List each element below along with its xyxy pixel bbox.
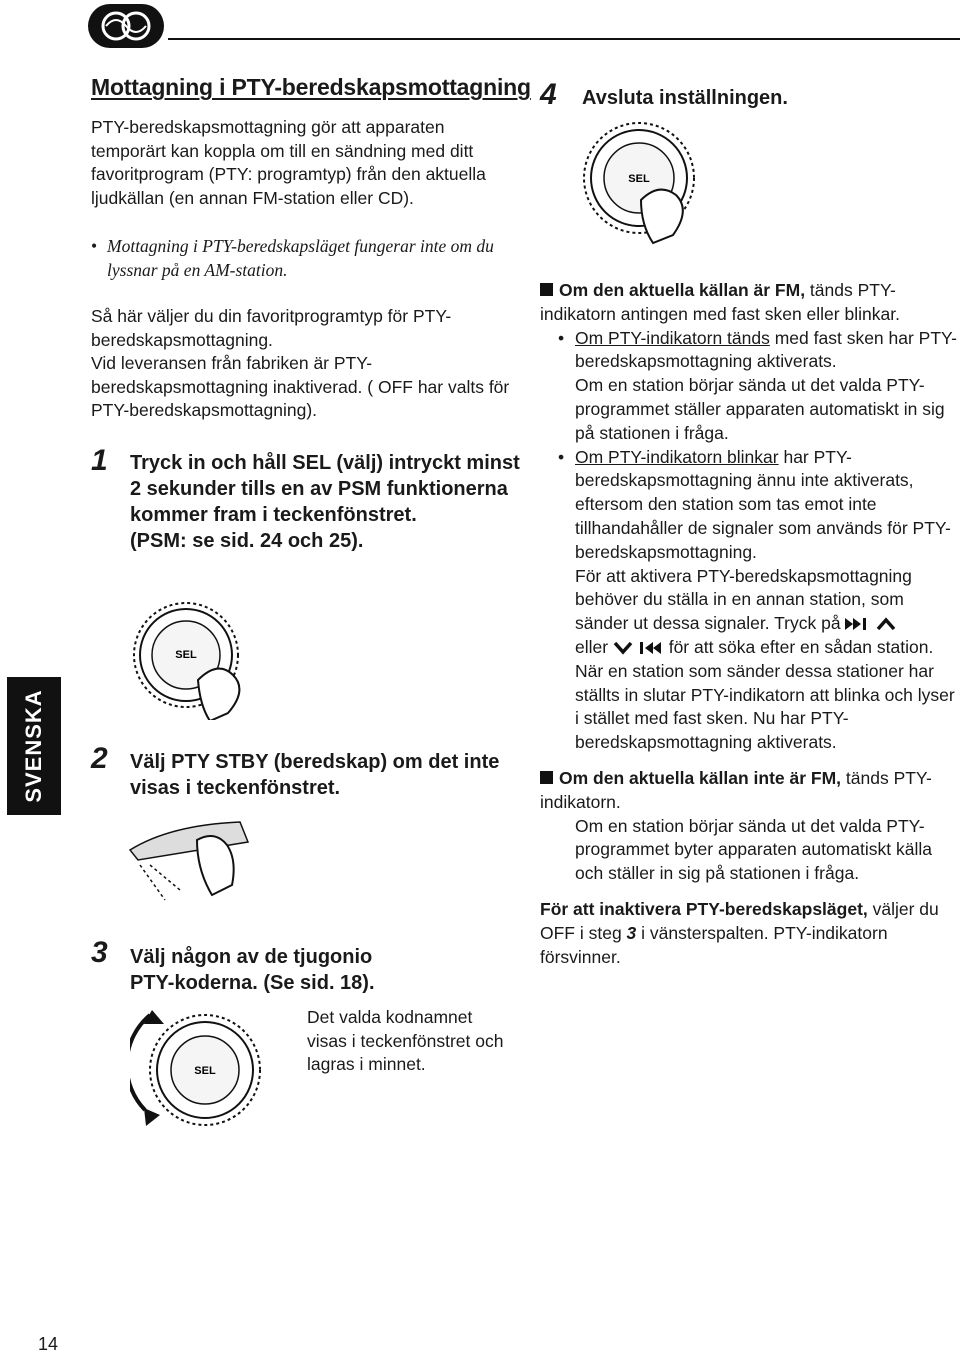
square-bullet-icon — [540, 283, 553, 296]
step-4-number: 4 — [540, 78, 557, 111]
knob-label: SEL — [628, 173, 650, 185]
bullet: • — [558, 446, 565, 467]
steady-rest: med fast sken har PTY-beredskapsmottagning aktiverats. — [575, 327, 957, 372]
header-rule — [168, 38, 960, 40]
square-bullet-icon — [540, 771, 553, 784]
seek-button-illustration — [125, 820, 265, 910]
how-line-1: Så här väljer du din favoritprogramtyp för PTY-beredskapsmottagning. — [91, 306, 452, 350]
previous-track-icon — [638, 641, 664, 655]
chevron-up-icon — [876, 617, 896, 631]
blink-more — [540, 565, 960, 660]
section-title: Mottagning i PTY-beredskapsmottagning — [91, 74, 531, 100]
next-track-icon — [845, 617, 871, 631]
deactivate-section — [540, 898, 960, 969]
bullet-steady — [540, 327, 960, 375]
step-3 — [130, 944, 420, 996]
chevron-down-icon — [613, 641, 633, 655]
deactivate-rest-b: i vänsterspalten. PTY-indikatorn försvinner. — [540, 922, 888, 967]
deactivate-rest-a: väljer du OFF i steg — [540, 898, 939, 943]
knob-label: SEL — [194, 1065, 216, 1077]
blink-heading: Om PTY-indikatorn blinkar — [575, 446, 779, 467]
notfm-heading-rest: tänds PTY-indikatorn. — [540, 767, 932, 812]
blink-more-eller: eller — [575, 636, 609, 657]
step-2-number: 2 — [91, 742, 108, 775]
blink-more-b: för att söka efter en sådan station. — [668, 636, 934, 657]
blink-more-c: När en station som sänder dessa stationer har ställts in slutar PTY-indikatorn att blinka och lyser i stället med fast sken. Nu har PTY-beredskapsmottagning aktiverats. — [575, 660, 955, 753]
how-to-section — [91, 305, 531, 423]
step-3-caption: Det valda kodnamnet visas i teckenfönstret och lagras i minnet. — [307, 1007, 504, 1074]
blink-rest: har PTY-beredskapsmottagning ännu inte aktiverats, eftersom den station som tas emot inte tillhandahåller de signaler som används för PTY-beredskapsmottagning. — [575, 446, 951, 562]
language-side-tab — [7, 677, 61, 815]
intro-paragraph: PTY-beredskapsmottagning gör att apparaten temporärt kan koppla om till en sändning med ditt favoritprogram (PTY: programtyp) från den aktuella ljudkällan (en annan FM-station eller CD). — [91, 117, 486, 208]
right-column — [540, 279, 960, 969]
notfm-more: Om en station börjar sända ut det valda PTY-programmet byter apparaten automatiskt källa och ställer in sig på stationen i fråga. — [575, 815, 932, 884]
notfm-section — [540, 767, 960, 815]
step-3-text: Välj någon av de tjugonio PTY-koderna. (Se sid. 18). — [130, 946, 375, 994]
fm-heading-rest: tänds PTY-indikatorn antingen med fast sken eller blinkar. — [540, 280, 900, 324]
bullet: • — [558, 327, 565, 348]
logo-icon — [88, 4, 164, 48]
step-1-text: Tryck in och håll SEL (välj) intryckt minst 2 sekunder tills en av PSM funktionerna kommer fram i teckenfönstret. — [130, 452, 520, 526]
page-number: 14 — [38, 1334, 59, 1354]
steady-heading: Om PTY-indikatorn tänds — [575, 327, 770, 348]
deactivate-heading: För att inaktivera PTY-beredskapsläget, — [540, 898, 868, 919]
steady-more: Om en station börjar sända ut det valda PTY-programmet ställer apparaten automatiskt in sig på stationen i fråga. — [575, 375, 945, 443]
brand-logo — [88, 4, 164, 48]
note-item — [91, 234, 531, 282]
step-1-ref: (PSM: se sid. 24 och 25). — [130, 530, 364, 552]
step-1-number: 1 — [91, 444, 108, 477]
rotate-knob-illustration — [130, 1000, 300, 1135]
knob-label: SEL — [175, 649, 197, 661]
step-2-text: Välj PTY STBY (beredskap) om det inte visas i teckenfönstret. — [130, 751, 500, 799]
sel-knob-illustration — [575, 118, 715, 248]
bullet-blinking — [540, 446, 960, 565]
step-3-number: 3 — [91, 936, 108, 969]
fm-heading: Om den aktuella källan är FM, — [559, 280, 806, 300]
side-tab-label: SVENSKA — [21, 689, 46, 803]
step-2 — [130, 749, 525, 801]
deactivate-step-ref: 3 — [626, 922, 637, 943]
sel-knob-illustration — [128, 600, 258, 720]
fm-section — [540, 279, 960, 327]
blink-more-a: För att aktivera PTY-beredskapsmottagning behöver du ställa in en annan station, som sänder ut dessa signaler. Tryck på — [575, 565, 912, 634]
how-line-2: Vid leveransen från fabriken är PTY-beredskapsmottagning inaktiverad. ( OFF har valts för PTY-beredskapsmottagning). — [91, 353, 510, 420]
note-text: Mottagning i PTY-beredskapsläget fungerar inte om du lyssnar på en AM-station. — [107, 236, 494, 280]
notfm-heading: Om den aktuella källan inte är FM, — [559, 767, 842, 788]
bullet: • — [91, 236, 98, 256]
step-4-text: Avsluta inställningen. — [582, 87, 788, 109]
step-1 — [130, 450, 525, 554]
